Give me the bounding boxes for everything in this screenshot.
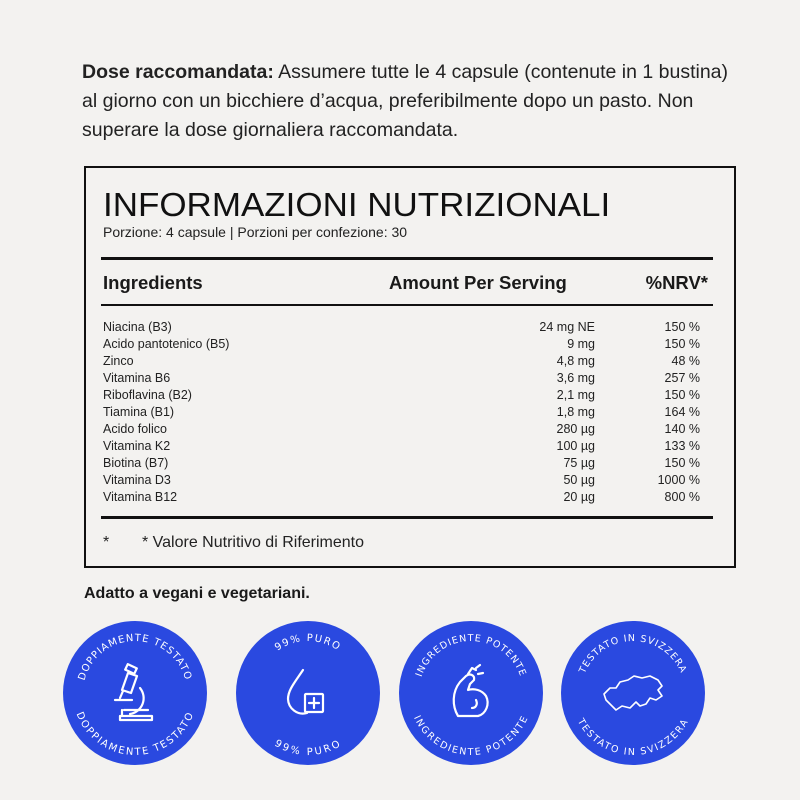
ingredient-amount: 50 µg [563, 473, 595, 487]
ingredient-nrv: 164 % [664, 405, 700, 419]
footnote-star: * [103, 534, 110, 551]
badge-99-pure [233, 618, 383, 768]
ingredient-name: Acido folico [103, 422, 167, 436]
badge-top-text: TESTATO IN SVIZZERA [577, 632, 689, 676]
ingredient-nrv: 150 % [664, 456, 700, 470]
ingredient-row [103, 438, 711, 455]
ingredient-amount: 100 µg [556, 439, 595, 453]
header-ingredients: Ingredients [103, 272, 203, 293]
footnote-text: * Valore Nutritivo di Riferimento [142, 534, 365, 551]
ingredient-name: Vitamina B12 [103, 490, 178, 504]
ingredient-nrv: 150 % [664, 388, 700, 402]
ingredient-nrv: 1000 % [657, 473, 700, 487]
badge-bottom-text: TESTATO IN SVIZZERA [574, 717, 692, 759]
ingredient-row [103, 455, 711, 472]
ingredient-name: Vitamina D3 [103, 473, 171, 487]
ingredient-amount: 75 µg [563, 456, 595, 470]
ingredient-list [103, 319, 711, 506]
badge-bottom-text: DOPPIAMENTE TESTATO [73, 710, 197, 759]
ingredient-name: Riboflavina (B2) [103, 388, 192, 402]
ingredient-nrv: 48 % [671, 354, 700, 368]
ingredient-amount: 1,8 mg [556, 405, 595, 419]
ingredient-row [103, 489, 711, 506]
ingredient-amount: 24 mg NE [539, 320, 595, 334]
table-divider-bottom [101, 516, 713, 519]
badge-top-text: DOPPIAMENTE TESTATO [76, 632, 194, 682]
ingredient-nrv: 150 % [664, 320, 700, 334]
ingredient-name: Zinco [103, 354, 134, 368]
nutrition-panel [84, 166, 736, 568]
ingredient-row [103, 472, 711, 489]
ingredient-name: Niacina (B3) [103, 320, 172, 334]
badge-bottom-text: INGREDIENTE POTENTE [410, 714, 532, 759]
ingredient-row [103, 387, 711, 404]
ingredient-amount: 20 µg [563, 490, 595, 504]
ingredient-name: Vitamina B6 [103, 371, 171, 385]
vegan-note: Adatto a vegani e vegetariani. [84, 585, 310, 602]
ingredient-nrv: 150 % [664, 337, 700, 351]
header-divider-top [101, 257, 713, 260]
badge-potent-ingredient [396, 618, 546, 768]
table-header [103, 272, 711, 296]
ingredient-row [103, 370, 711, 387]
ingredient-nrv: 800 % [664, 490, 700, 504]
dose-paragraph [82, 58, 742, 145]
dose-text: Assumere tutte le 4 capsule (contenute in 1 bustina) al giorno con un bicchiere d’acqua, preferibilmente dopo un pasto. Non superare la dose giornaliera raccomandata. [82, 61, 729, 141]
ingredient-nrv: 133 % [664, 439, 700, 453]
panel-subtitle: Porzione: 4 capsule | Porzioni per confezione: 30 [103, 224, 408, 240]
ingredient-name: Vitamina K2 [103, 439, 171, 453]
ingredient-amount: 280 µg [556, 422, 595, 436]
ingredient-name: Biotina (B7) [103, 456, 169, 470]
badge-bottom-text: 99% PURO [272, 738, 344, 759]
badge-double-tested [60, 618, 210, 768]
badge-top-text: INGREDIENTE POTENTE [413, 632, 529, 679]
dose-label: Dose raccomandata: [82, 61, 274, 83]
ingredient-nrv: 140 % [664, 422, 700, 436]
ingredient-nrv: 257 % [664, 371, 700, 385]
ingredient-row [103, 353, 711, 370]
ingredient-amount: 2,1 mg [556, 388, 595, 402]
header-amount: Amount Per Serving [389, 272, 567, 293]
ingredient-name: Tiamina (B1) [103, 405, 175, 419]
header-nrv: %NRV* [645, 272, 708, 293]
ingredient-row [103, 319, 711, 336]
ingredient-amount: 4,8 mg [556, 354, 595, 368]
ingredient-row [103, 336, 711, 353]
ingredient-amount: 3,6 mg [556, 371, 595, 385]
badge-tested-switzerland [558, 618, 708, 768]
ingredient-amount: 9 mg [567, 337, 595, 351]
ingredient-row [103, 404, 711, 421]
ingredient-name: Acido pantotenico (B5) [103, 337, 230, 351]
panel-title: INFORMAZIONI NUTRIZIONALI [103, 186, 611, 223]
badge-top-text: 99% PURO [272, 632, 343, 654]
ingredient-row [103, 421, 711, 438]
header-divider-bottom [101, 304, 713, 306]
